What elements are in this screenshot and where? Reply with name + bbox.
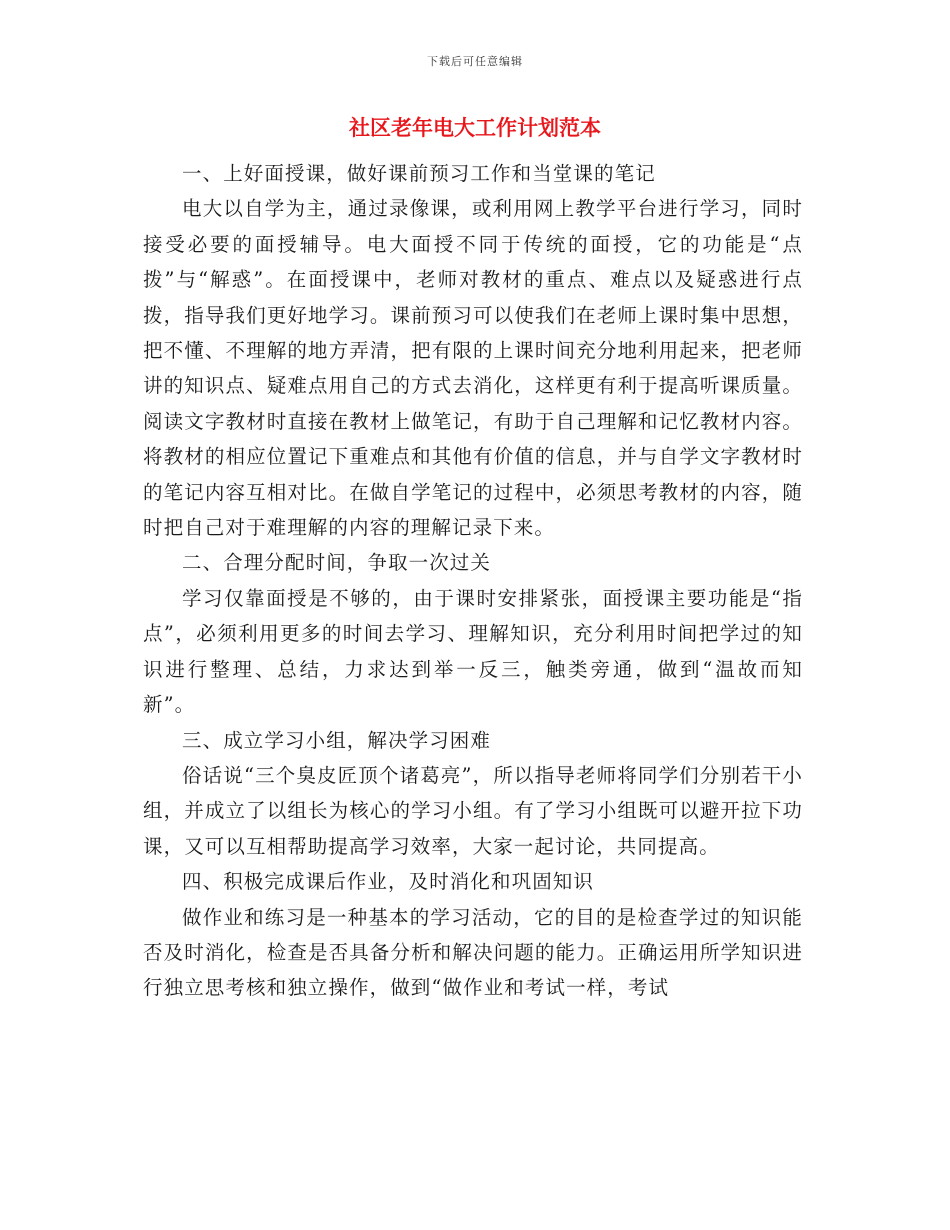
body-paragraph-4: 做作业和练习是一种基本的学习活动，它的目的是检查学过的知识能否及时消化，检查是否具备分析和解决问题的能力。正确运用所学知识进行独立思考核和独立操作，做到“做作业和考试一样，考试: [143, 905, 803, 1000]
body-paragraph-3: 俗话说“三个臭皮匠顶个诸葛亮”，所以指导老师将同学们分别若干小组，并成立了以组长为核心的学习小组。有了学习小组既可以避开拉下功课，又可以互相帮助提高学习效率，大家一起讨论，共同提高。: [143, 763, 803, 858]
body-paragraph-1: 电大以自学为主，通过录像课，或利用网上教学平台进行学习，同时接受必要的面授辅导。电大面授不同于传统的面授，它的功能是“点拨”与“解惑”。在面授课中，老师对教材的重点、难点以及疑惑进行点拨，指导我们更好地学习。课前预习可以使我们在老师上课时集中思想，把不懂、不理解的地方弄清，把有限的上课时间充分地利用起来，把老师讲的知识点、疑难点用自己的方式去消化，这样更有利于提高听课质量。阅读文字教材时直接在教材上做笔记，有助于自己理解和记忆教材内容。将教材的相应位置记下重难点和其他有价值的信息，并与自学文字教材时的笔记内容互相对比。在做自学笔记的过程中，必须思考教材的内容，随时把自己对于难理解的内容的理解记录下来。: [143, 197, 803, 540]
section-heading-4: 四、积极完成课后作业，及时消化和巩固知识: [182, 870, 595, 894]
section-heading-3: 三、成立学习小组，解决学习困难: [182, 728, 492, 752]
section-heading-1: 一、上好面授课，做好课前预习工作和当堂课的笔记: [182, 162, 656, 185]
document-title: 社区老年电大工作计划范本: [349, 116, 601, 140]
document-body: [143, 156, 803, 1006]
header-note: 下载后可任意编辑: [427, 55, 523, 68]
section-heading-2: 二、合理分配时间，争取一次过关: [182, 551, 492, 575]
body-paragraph-2: 学习仅靠面授是不够的，由于课时安排紧张，面授课主要功能是“指点”，必须利用更多的时间去学习、理解知识，充分利用时间把学过的知识进行整理、总结，力求达到举一反三，触类旁通，做到“温故而知新”。: [143, 586, 803, 717]
